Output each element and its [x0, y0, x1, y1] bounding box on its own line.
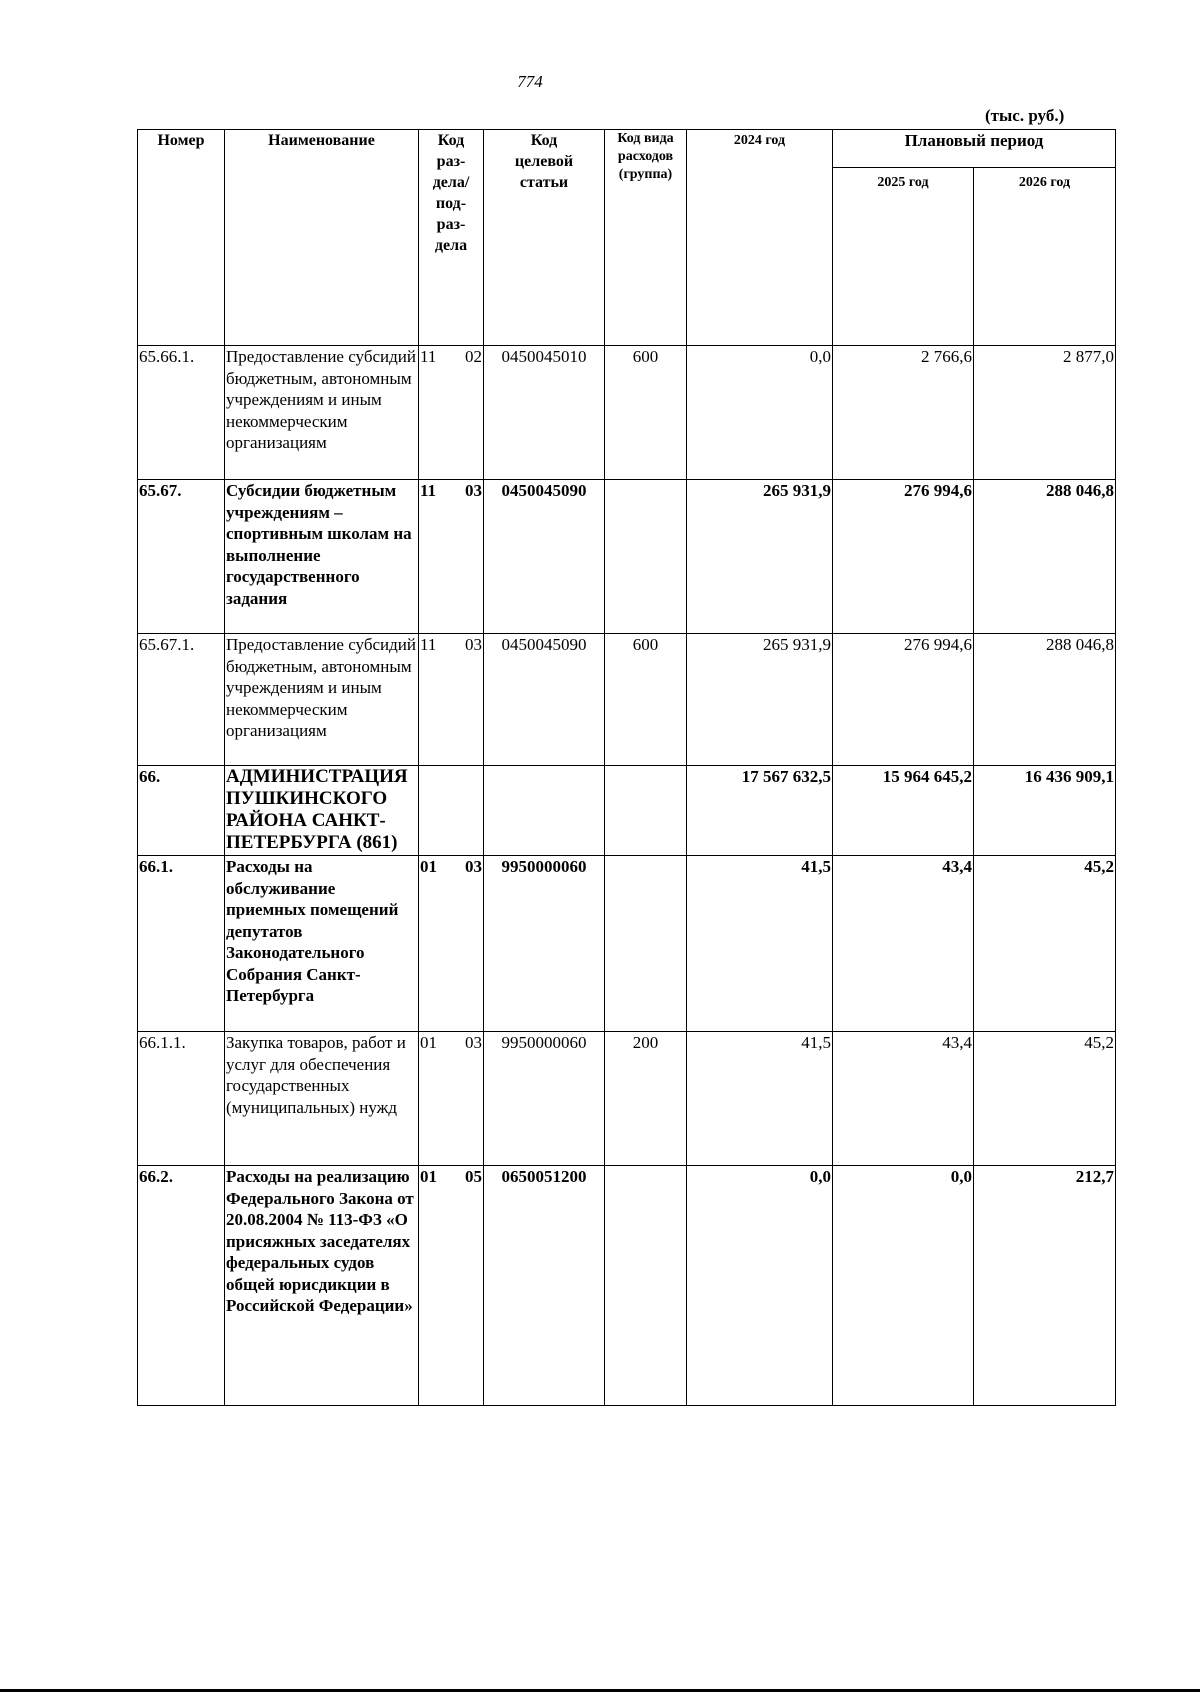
table-row: [138, 1166, 1116, 1406]
row-amount-2024: 17 567 632,5: [687, 766, 833, 856]
row-name: Субсидии бюджетным учреждениям – спортивным школам на выполнение государственного задания: [225, 480, 419, 634]
row-name: Предоставление субсидий бюджетным, автономным учреждениям и иным некоммерческим организациям: [225, 634, 419, 766]
row-section-code: [419, 766, 484, 856]
table-row: [138, 634, 1116, 766]
row-target-code: 0650051200: [484, 1166, 605, 1406]
row-amount-2026: 212,7: [974, 1166, 1116, 1406]
header-year-2026: 2026 год: [974, 168, 1116, 346]
row-section-code: [419, 480, 484, 634]
row-amount-2025: 0,0: [833, 1166, 974, 1406]
header-number: Номер: [138, 130, 225, 346]
header-section: [419, 130, 484, 346]
table-row: [138, 856, 1116, 1032]
row-target-code: [484, 766, 605, 856]
row-amount-2024: 0,0: [687, 346, 833, 480]
row-target-code: 0450045090: [484, 480, 605, 634]
budget-table: [137, 129, 1116, 1406]
header-section-text: Код раз-дела/ под-раз-дела: [432, 132, 470, 254]
row-name: Расходы на обслуживание приемных помещений депутатов Законодательного Собрания Санкт-Петербурга: [225, 856, 419, 1032]
row-target-code: 9950000060: [484, 856, 605, 1032]
header-planned-period: Плановый период: [833, 130, 1116, 168]
row-section-code: [419, 1166, 484, 1406]
row-expense-group: 600: [605, 346, 687, 480]
row-number: 66.: [138, 766, 225, 856]
row-amount-2026: 16 436 909,1: [974, 766, 1116, 856]
row-expense-group: 200: [605, 1032, 687, 1166]
header-name: Наименование: [225, 130, 419, 346]
row-section: 01: [420, 1033, 437, 1052]
table-row: [138, 1032, 1116, 1166]
row-expense-group: [605, 766, 687, 856]
header-target-text: Код целевой статьи: [514, 132, 574, 191]
header-target: [484, 130, 605, 346]
row-number: 66.1.1.: [138, 1032, 225, 1166]
row-number: 65.67.: [138, 480, 225, 634]
row-section: 11: [420, 347, 437, 366]
table-row: [138, 346, 1116, 480]
row-amount-2024: 265 931,9: [687, 480, 833, 634]
row-amount-2026: 288 046,8: [974, 480, 1116, 634]
row-number: 65.67.1.: [138, 634, 225, 766]
row-number: 65.66.1.: [138, 346, 225, 480]
row-name: Расходы на реализацию Федерального Закона от 20.08.2004 № 113-ФЗ «О присяжных заседателях федеральных судов общей юрисдикции в Российской Федерации»: [225, 1166, 419, 1406]
row-amount-2026: 288 046,8: [974, 634, 1116, 766]
row-subsection: 03: [465, 1033, 482, 1052]
row-subsection: 02: [465, 347, 482, 366]
table-row: [138, 766, 1116, 856]
page-number: 774: [517, 72, 543, 91]
row-amount-2026: 45,2: [974, 856, 1116, 1032]
row-amount-2024: 41,5: [687, 1032, 833, 1166]
row-amount-2024: 41,5: [687, 856, 833, 1032]
row-target-code: 9950000060: [484, 1032, 605, 1166]
header-expense-type-text: Код вида расходов (группа): [617, 131, 674, 182]
row-amount-2024: 0,0: [687, 1166, 833, 1406]
row-target-code: 0450045090: [484, 634, 605, 766]
row-section: 11: [420, 481, 437, 500]
units-label: (тыс. руб.): [985, 106, 1065, 125]
row-target-code: 0450045010: [484, 346, 605, 480]
row-amount-2026: 2 877,0: [974, 346, 1116, 480]
row-expense-group: [605, 480, 687, 634]
row-subsection: 03: [465, 481, 482, 500]
row-subsection: 05: [465, 1167, 482, 1186]
row-expense-group: 600: [605, 634, 687, 766]
row-amount-2025: 276 994,6: [833, 480, 974, 634]
row-number: 66.2.: [138, 1166, 225, 1406]
scan-bottom-edge: [0, 1689, 1200, 1692]
row-section-code: [419, 856, 484, 1032]
row-section: 01: [420, 1167, 437, 1186]
row-amount-2025: 2 766,6: [833, 346, 974, 480]
header-expense-type: [605, 130, 687, 346]
row-name: АДМИНИСТРАЦИЯ ПУШКИНСКОГО РАЙОНА САНКТ-ПЕТЕРБУРГА (861): [225, 766, 419, 856]
header-year-2024: 2024 год: [687, 130, 833, 346]
row-expense-group: [605, 856, 687, 1032]
row-subsection: 03: [465, 635, 482, 654]
row-section-code: [419, 1032, 484, 1166]
row-amount-2025: 15 964 645,2: [833, 766, 974, 856]
row-section-code: [419, 346, 484, 480]
table-header: [138, 130, 1116, 346]
row-amount-2026: 45,2: [974, 1032, 1116, 1166]
row-name: Предоставление субсидий бюджетным, автономным учреждениям и иным некоммерческим организациям: [225, 346, 419, 480]
row-name: Закупка товаров, работ и услуг для обеспечения государственных (муниципальных) нужд: [225, 1032, 419, 1166]
row-section: 11: [420, 635, 437, 654]
header-year-2025: 2025 год: [833, 168, 974, 346]
row-expense-group: [605, 1166, 687, 1406]
row-amount-2025: 276 994,6: [833, 634, 974, 766]
row-subsection: 03: [465, 857, 482, 876]
row-amount-2025: 43,4: [833, 856, 974, 1032]
row-section: 01: [420, 857, 437, 876]
row-amount-2025: 43,4: [833, 1032, 974, 1166]
table-row: [138, 480, 1116, 634]
table-body: [138, 346, 1116, 1406]
row-number: 66.1.: [138, 856, 225, 1032]
row-section-code: [419, 634, 484, 766]
row-amount-2024: 265 931,9: [687, 634, 833, 766]
